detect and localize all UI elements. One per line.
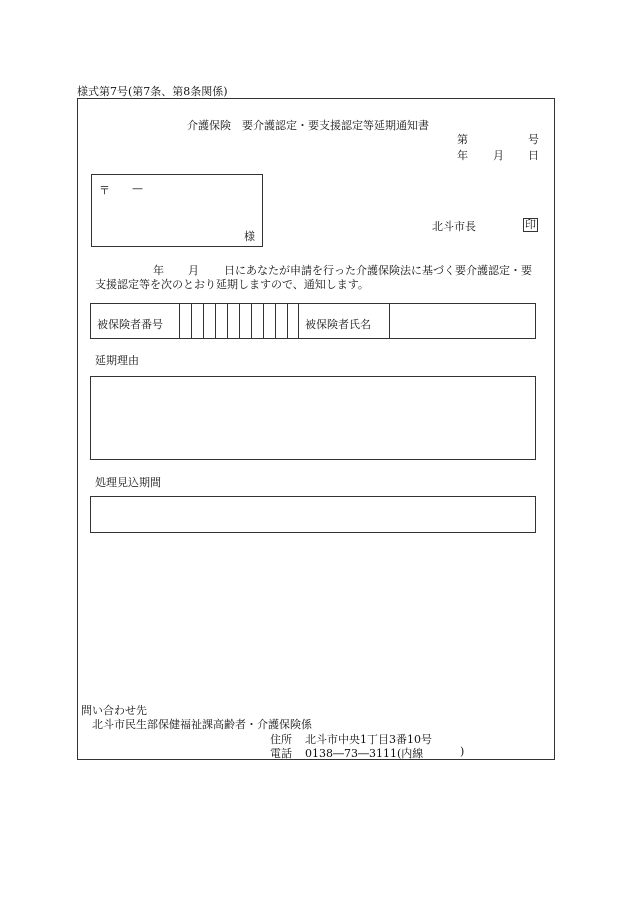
postpone-reason-label: 延期理由 [95,354,139,367]
processing-period-box[interactable] [90,496,536,533]
cell-divider [203,304,204,338]
cell-divider [389,304,390,338]
insured-name-label: 被保険者氏名 [305,318,371,331]
cell-divider [179,304,180,338]
contact-phone-close: ) [460,745,465,758]
cell-divider [298,304,299,338]
body-year: 年 [153,264,164,277]
address-box [91,174,263,247]
cell-divider [215,304,216,338]
processing-period-label: 処理見込期間 [95,476,161,489]
cell-divider [287,304,288,338]
insured-number-label: 被保険者番号 [97,318,163,331]
form-number: 様式第7号(第7条、第8条関係) [77,85,228,98]
insured-table [90,303,536,339]
doc-number-prefix: 第 [457,133,468,146]
contact-phone-label: 電話 [270,747,292,760]
body-month: 月 [188,264,199,277]
body-text-line2: 支援認定等を次のとおり延期しますので、通知します。 [95,278,369,291]
cell-divider [239,304,240,338]
body-text-line1: 日にあなたが申請を行った介護保険法に基づく要介護認定・要 [224,264,532,277]
seal-mark: 印 [525,218,536,231]
issuer-name: 北斗市長 [432,220,476,233]
date-month: 月 [493,149,504,162]
cell-divider [263,304,264,338]
contact-address: 北斗市中央1丁目3番10号 [305,733,432,746]
honorific-sama: 様 [244,230,255,243]
contact-address-label: 住所 [270,733,292,746]
cell-divider [251,304,252,338]
cell-divider [275,304,276,338]
postal-dash: — [132,182,143,195]
cell-divider [191,304,192,338]
date-day: 日 [528,149,539,162]
date-year: 年 [457,149,468,162]
document-title: 介護保険 要介護認定・要支援認定等延期通知書 [187,119,429,132]
contact-heading: 問い合わせ先 [81,704,147,717]
doc-number-suffix: 号 [528,133,539,146]
postal-mark: 〒 [99,184,110,197]
contact-phone: 0138―73―3111(内線 [305,747,424,760]
postpone-reason-box[interactable] [90,376,536,460]
cell-divider [227,304,228,338]
contact-department: 北斗市民生部保健福祉課高齢者・介護保険係 [92,718,312,731]
